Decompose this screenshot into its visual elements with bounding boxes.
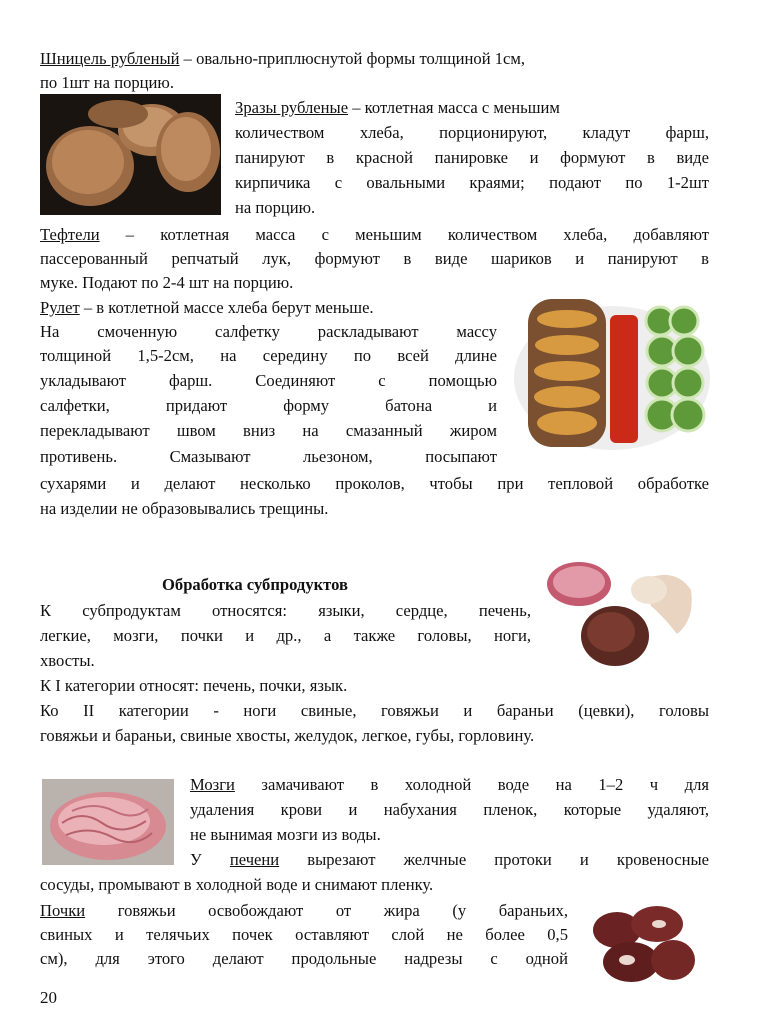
kidneys-photo <box>587 900 699 989</box>
p6-text: вырезают желчные протоки и кровеносные <box>279 850 709 869</box>
p5-line-3: не вынимая мозги из воды. <box>190 825 381 844</box>
p4-text: – в котлетной массе хлеба берут меньше. <box>79 298 374 317</box>
section-line-6: говяжьи и бараньи, свиные хвосты, желудок, легкое, губы, горловину. <box>40 726 535 745</box>
p3-line-2: пассерованный репчатый лук, формуют в виде шариков и панируют в <box>40 249 709 268</box>
section-line-5: Ко II категории - ноги свиные, говяжьи и бараньи (цевки), головы <box>40 701 709 720</box>
p5-text: замачивают в холодной воде на 1–2 ч для <box>234 775 709 794</box>
p2-line-5: на порцию. <box>235 198 316 217</box>
p7-line-2: свиных и телячьих почек оставляют слой не более 0,5 <box>40 925 568 944</box>
p6-line-2: сосуды, промывают в холодной воде и снимают пленку. <box>40 875 434 894</box>
zrazy-photo <box>40 94 221 215</box>
term-tefteli: Тефтели <box>40 225 100 244</box>
p1-text: – овально-приплюснутой формы толщиной 1см, <box>179 49 526 68</box>
section-line-3: хвосты. <box>40 651 95 670</box>
p1-line-2: по 1шт на порцию. <box>40 73 174 92</box>
p3-text: – котлетная масса с меньшим количеством хлеба, добавляют <box>99 225 709 244</box>
p2-line-2: количеством хлеба, порционируют, кладут фарш, <box>235 123 709 142</box>
section-heading: Обработка субпродуктов <box>162 575 348 594</box>
section-line-1: К субпродуктам относятся: языки, сердце, печень, <box>40 601 531 620</box>
p4-line-2: На смоченную салфетку раскладывают массу <box>40 322 497 341</box>
p4-line-3: толщиной 1,5-2см, на середину по всей длине <box>40 346 497 365</box>
p2-line-3: панируют в красной панировке и формуют в виде <box>235 148 709 167</box>
p3-line-3: муке. Подают по 2-4 шт на порцию. <box>40 273 294 292</box>
term-rulet: Рулет <box>40 298 80 317</box>
p6-pre: У <box>190 850 230 869</box>
section-line-2: легкие, мозги, почки и др., а также головы, ноги, <box>40 626 531 645</box>
p4-line-7: противень. Смазывают льезоном, посыпают <box>40 447 497 466</box>
p2-line-4: кирпичика с овальными краями; подают по 1-2шт <box>235 173 709 192</box>
brain-photo <box>42 779 174 865</box>
offal-photo <box>545 560 695 668</box>
term-mozgi: Мозги <box>190 775 235 794</box>
p2-line-1 <box>235 96 560 119</box>
roulette-photo <box>512 293 712 453</box>
p4-line-4: укладывают фарш. Соединяют с помощью <box>40 371 497 390</box>
section-line-4: К I категории относят: печень, почки, язык. <box>40 676 348 695</box>
term-zrazy: Зразы рубленые <box>235 98 349 117</box>
p5-line-1 <box>190 773 709 796</box>
p7-text: говяжьи освобождают от жира (у бараньих, <box>85 901 568 920</box>
p4-line-9: на изделии не образовывались трещины. <box>40 499 329 518</box>
p5-line-2: удаления крови и набухания пленок, которые удаляют, <box>190 800 709 819</box>
p2-text: – котлетная масса с меньшим <box>348 98 560 117</box>
p4-line-5: салфетки, придают форму батона и <box>40 396 497 415</box>
p6-line-1 <box>190 848 709 871</box>
p3-line-1 <box>40 223 709 246</box>
term-pecheni: печени <box>229 850 280 869</box>
p1-line-1 <box>40 47 525 70</box>
p4-line-6: перекладывают швом вниз на смазанный жиром <box>40 421 497 440</box>
p7-line-3: см), для этого делают продольные надрезы с одной <box>40 949 568 968</box>
term-shnitsel: Шницель рубленый <box>40 49 180 68</box>
page-number: 20 <box>40 988 57 1007</box>
term-pochki: Почки <box>40 901 86 920</box>
p4-line-1 <box>40 296 374 319</box>
p4-line-8: сухарями и делают несколько проколов, чтобы при тепловой обработке <box>40 474 709 493</box>
p7-line-1 <box>40 899 568 922</box>
